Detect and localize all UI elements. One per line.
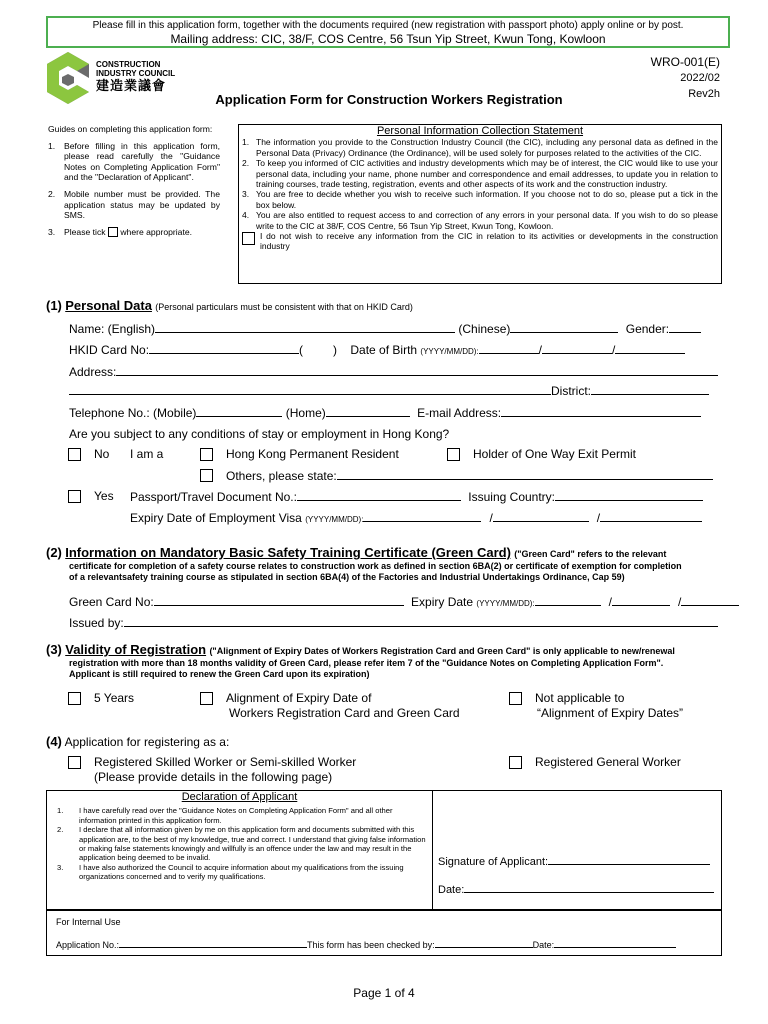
section-note-line: of a relevantsafety training course as stipulated in section 6BA(4) of the Factories and Industrial Undertakings Ordinance, Cap 59) xyxy=(69,572,625,582)
form-date: 2022/02 xyxy=(680,72,720,84)
pics-num: 4. xyxy=(242,210,250,221)
pics-item xyxy=(242,137,718,158)
guide-text: Mobile number must be provided. The application status may be updated by SMS. xyxy=(64,188,220,221)
green-card-row xyxy=(69,594,739,609)
section-note-line: Applicant is still required to renew the Green Card upon its expiration) xyxy=(69,669,370,679)
yes-label: Yes xyxy=(94,489,114,503)
not-applicable-line-1: Not applicable to xyxy=(535,691,625,705)
hkid-label: HKID Card No: xyxy=(69,343,150,357)
date-slash: / xyxy=(538,343,542,357)
visa-day-field[interactable] xyxy=(600,510,702,522)
address-field-1[interactable] xyxy=(116,364,718,376)
gender-label: Gender: xyxy=(625,322,670,336)
guides-panel xyxy=(48,124,220,237)
pics-num: 2. xyxy=(242,158,250,169)
five-years-label: 5 Years xyxy=(94,691,135,705)
issuing-country-label: Issuing Country: xyxy=(468,490,556,504)
internal-date-label: Date: xyxy=(532,940,555,950)
pics-num: 1. xyxy=(242,137,250,148)
signature-field[interactable] xyxy=(548,853,710,865)
yes-checkbox[interactable] xyxy=(68,490,81,503)
issued-by-row xyxy=(69,615,718,630)
declaration-num: 1. xyxy=(57,806,64,816)
pics-item xyxy=(242,210,718,231)
hkid-check-open: ( xyxy=(299,343,304,357)
issued-by-field[interactable] xyxy=(124,615,718,627)
form-code: WRO-001(E) xyxy=(650,55,720,69)
guide-text: Please tick xyxy=(64,226,106,237)
name-en-field[interactable] xyxy=(155,321,455,333)
signature-row xyxy=(438,853,710,868)
not-applicable-label xyxy=(535,691,683,721)
visa-label: Expiry Date of Employment Visa xyxy=(130,511,302,525)
date-slash: / xyxy=(596,511,601,525)
checked-by-label: This form has been checked by: xyxy=(307,940,435,950)
guides-heading: Guides on completing this application form: xyxy=(48,124,213,134)
page-number: Page 1 of 4 xyxy=(353,986,415,1000)
expiry-month-field[interactable] xyxy=(612,594,670,606)
alignment-label-line-1: Alignment of Expiry Date of xyxy=(226,691,372,705)
dob-label: Date of Birth xyxy=(350,343,418,357)
dob-day-field[interactable] xyxy=(615,342,685,354)
pics-text: You are also entitled to request access to and correction of any errors in your personal data. If you wish to do so please write to the CIC at 38/F, COS Centre, 56 Tsun Yip Street, Kwun Tong, Kowloon. xyxy=(256,210,718,231)
telephone-row xyxy=(69,405,701,420)
declaration-num: 2. xyxy=(57,825,64,835)
declaration-date-label: Date: xyxy=(438,884,465,896)
declaration-date-field[interactable] xyxy=(464,881,714,893)
application-no-label: Application No.: xyxy=(56,940,120,950)
mobile-label: Telephone No.: (Mobile) xyxy=(69,406,197,420)
district-label: District: xyxy=(551,384,591,398)
internal-row xyxy=(56,939,676,950)
notice-line-1: Please fill in this application form, together with the documents required (new registration with passport photo) apply online or by post. xyxy=(92,20,684,31)
hkid-row xyxy=(69,342,685,357)
guide-item xyxy=(48,189,220,221)
section-note: ("Alignment of Expiry Dates of Workers Registration Card and Green Card" is only applicable to new/renewal xyxy=(209,646,675,656)
internal-use-box xyxy=(46,910,722,956)
section-number: (1) xyxy=(46,298,62,313)
address-row xyxy=(69,364,718,379)
green-card-field[interactable] xyxy=(154,594,404,606)
hkid-check-digit-field[interactable] xyxy=(303,342,333,354)
optout-label: I do not wish to receive any information from the CIC in relation to its activities or developments in the construction industry xyxy=(260,231,718,252)
expiry-day-field[interactable] xyxy=(681,594,739,606)
district-field[interactable] xyxy=(591,383,709,395)
name-en-label: Name: (English) xyxy=(69,322,156,336)
org-name xyxy=(96,60,175,93)
not-applicable-checkbox[interactable] xyxy=(509,692,522,705)
guide-num: 3. xyxy=(48,226,56,237)
home-label: (Home) xyxy=(285,406,326,420)
section-title: Personal Data xyxy=(65,298,152,313)
application-no-field[interactable] xyxy=(119,939,307,948)
pics-text: To keep you informed of CIC activities and industry developments which may be of interest, the CIC would like to use your personal data, including your name, phone number and correspondence and email addresses, to update you in relation to training courses, trade testing, registration, events and other aspects of its work and the construction industry. xyxy=(256,158,718,190)
org-name-line-2: INDUSTRY COUNCIL xyxy=(96,69,176,78)
skilled-worker-line-2: (Please provide details in the following page) xyxy=(94,770,333,784)
declaration-text-item: I declare that all information given by me on this application form and documents submitted with this application are, to the best of my knowledge, true and correct. I understand that giving false information or making false statements knowingly and willfully is an offence under the law and may result in the application being deemed to be invalid. xyxy=(79,825,426,863)
gender-field[interactable] xyxy=(669,321,701,333)
date-slash: / xyxy=(678,595,682,609)
owep-label: Holder of One Way Exit Permit xyxy=(473,447,636,461)
declaration-date-row xyxy=(438,881,714,896)
section-4-label: Application for registering as a: xyxy=(64,735,230,749)
section-number: (2) xyxy=(46,545,62,560)
alignment-label xyxy=(226,691,460,721)
section-1-header xyxy=(46,298,413,313)
hkpr-label: Hong Kong Permanent Resident xyxy=(226,447,399,461)
signature-label: Signature of Applicant: xyxy=(438,856,549,868)
guide-text: Before filling in this application form, please read carefully the "Guidance Notes on Completing Application Form" and the "Declaration of Applicant". xyxy=(64,140,220,183)
expiry-label: Expiry Date xyxy=(411,595,474,609)
guide-item xyxy=(48,141,220,183)
pics-item xyxy=(242,158,718,189)
address-field-2[interactable] xyxy=(69,383,551,395)
section-2-note xyxy=(69,561,725,583)
visa-format: (YYYY/MM/DD): xyxy=(305,515,364,524)
section-note-line: registration with more than 18 months validity of Green Card, please refer item 7 of the "Guidance Notes on Completing Application Form". xyxy=(69,658,664,668)
email-label: E-mail Address: xyxy=(417,406,502,420)
issued-by-label: Issued by: xyxy=(69,616,124,630)
section-3-note xyxy=(69,658,725,680)
hkid-check-close: ) xyxy=(333,343,338,357)
optout-checkbox[interactable] xyxy=(242,232,255,245)
section-number: (4) xyxy=(46,734,62,749)
visa-month-field[interactable] xyxy=(493,510,589,522)
guide-text: where appropriate. xyxy=(120,226,193,237)
declaration-item xyxy=(51,863,428,882)
section-title: Validity of Registration xyxy=(65,642,207,657)
section-3-header xyxy=(46,642,675,657)
expiry-format: (YYYY/MM/DD): xyxy=(476,599,535,608)
email-field[interactable] xyxy=(501,405,701,417)
checked-by-field[interactable] xyxy=(435,939,533,948)
org-name-line-1: CONSTRUCTION xyxy=(96,60,161,69)
skilled-worker-checkbox[interactable] xyxy=(68,756,81,769)
passport-field[interactable] xyxy=(297,489,461,501)
others-label: Others, please state: xyxy=(226,469,337,483)
dob-format: (YYYY/MM/DD): xyxy=(420,347,479,356)
others-checkbox[interactable] xyxy=(200,469,213,482)
dob-month-field[interactable] xyxy=(542,342,612,354)
mobile-field[interactable] xyxy=(196,405,282,417)
pics-num: 3. xyxy=(242,189,250,200)
pics-heading: Personal Information Collection Statement xyxy=(376,125,584,137)
others-row xyxy=(226,468,713,483)
declaration-box xyxy=(46,790,722,910)
pics-item xyxy=(242,189,718,210)
mailing-notice xyxy=(46,16,730,48)
not-applicable-line-2: “Alignment of Expiry Dates” xyxy=(537,706,684,720)
name-row xyxy=(69,321,701,336)
internal-date-field[interactable] xyxy=(554,939,676,948)
green-card-label: Green Card No: xyxy=(69,595,154,609)
visa-row xyxy=(130,510,702,525)
section-note: ("Green Card" refers to the relevant xyxy=(514,549,667,559)
section-note-line: certificate for completion of a safety course relates to construction work as defined in section 6BA(2) or certificate of exemption for completion xyxy=(69,561,682,571)
page-title: Application Form for Construction Workers Registration xyxy=(215,92,563,107)
pics-box xyxy=(238,124,722,284)
general-worker-checkbox[interactable] xyxy=(509,756,522,769)
declaration-heading: Declaration of Applicant xyxy=(181,791,298,803)
guide-item xyxy=(48,227,220,238)
home-phone-field[interactable] xyxy=(326,405,410,417)
expiry-year-field[interactable] xyxy=(535,594,601,606)
visa-year-field[interactable] xyxy=(363,510,481,522)
address-label: Address: xyxy=(69,365,117,379)
address-row-2 xyxy=(69,383,709,398)
date-slash: / xyxy=(608,595,612,609)
pics-text: You are free to decide whether you wish to receive such information. If you choose not to do so, please put a tick in the box below. xyxy=(256,189,718,210)
others-field[interactable] xyxy=(337,468,713,480)
form-revision: Rev2h xyxy=(688,88,720,100)
date-slash: / xyxy=(612,343,616,357)
hkid-field[interactable] xyxy=(149,342,299,354)
section-title: Information on Mandatory Basic Safety Training Certificate (Green Card) xyxy=(65,545,511,560)
declaration-item xyxy=(51,806,428,825)
owep-checkbox[interactable] xyxy=(447,448,460,461)
name-cn-label: (Chinese) xyxy=(458,322,511,336)
guide-num: 1. xyxy=(48,140,56,151)
stay-question: Are you subject to any conditions of stay or employment in Hong Kong? xyxy=(69,427,450,441)
declaration-item xyxy=(51,825,428,863)
declaration-text-item: I have carefully read over the "Guidance Notes on Completing Application Form" and all other information printed in this application form. xyxy=(79,806,393,825)
declaration-num: 3. xyxy=(57,862,64,872)
dob-year-field[interactable] xyxy=(479,342,539,354)
skilled-worker-label xyxy=(94,755,356,785)
section-2-header xyxy=(46,545,666,560)
no-checkbox[interactable] xyxy=(68,448,81,461)
guide-num: 2. xyxy=(48,188,56,199)
section-number: (3) xyxy=(46,642,62,657)
hkpr-checkbox[interactable] xyxy=(200,448,213,461)
section-4-header xyxy=(46,734,229,749)
declaration-text xyxy=(47,791,433,909)
declaration-text-item: I have also authorized the Council to acquire information about my qualifications from the issuing organizations concerned and to verify my qualifications. xyxy=(79,862,404,882)
no-label: No xyxy=(94,447,110,461)
mailing-address: Mailing address: CIC, 38/F, COS Centre, 56 Tsun Yip Street, Kwun Tong, Kowloon xyxy=(170,32,606,46)
passport-label: Passport/Travel Document No.: xyxy=(130,490,297,504)
sample-checkbox-icon xyxy=(108,227,118,237)
general-worker-label: Registered General Worker xyxy=(535,755,681,769)
optout-row xyxy=(242,231,718,252)
issuing-country-field[interactable] xyxy=(555,489,703,501)
skilled-worker-line-1: Registered Skilled Worker or Semi-skilled Worker xyxy=(94,755,357,769)
iam-label: I am a xyxy=(130,447,164,461)
alignment-label-line-2: Workers Registration Card and Green Card xyxy=(229,706,460,720)
name-cn-field[interactable] xyxy=(510,321,618,333)
pics-text: The information you provide to the Construction Industry Council (the CIC), including any personal data as defined in the Personal Data (Privacy) Ordinance (the Ordinance), will be used solely for purposes related to the activities of the CIC. xyxy=(256,137,718,158)
alignment-checkbox[interactable] xyxy=(200,692,213,705)
section-note: (Personal particulars must be consistent with that on HKID Card) xyxy=(155,302,413,312)
date-slash: / xyxy=(489,511,493,525)
passport-row xyxy=(130,489,703,504)
org-name-chinese: 建造業議會 xyxy=(96,78,167,93)
five-years-checkbox[interactable] xyxy=(68,692,81,705)
internal-heading: For Internal Use xyxy=(56,917,121,927)
